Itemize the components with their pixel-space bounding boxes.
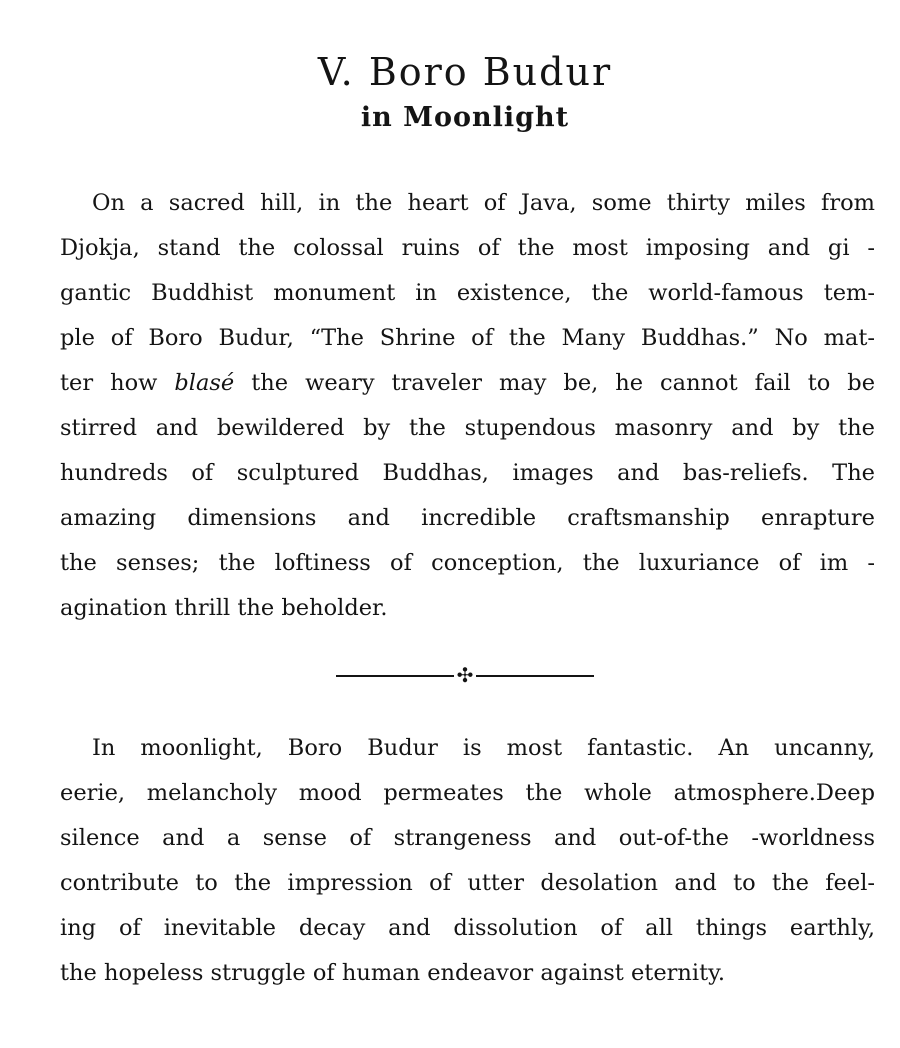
paragraph-line: agination thrill the beholder. <box>60 595 388 621</box>
italic-word-blase: blasé <box>174 370 235 396</box>
paragraph-line <box>60 361 875 406</box>
chapter-title: V. Boro Budur <box>317 50 613 94</box>
paragraph-line: On a sacred hill, in the heart of Java, some thirty miles from <box>92 190 875 216</box>
divider-ornament-icon: ✣ <box>456 663 474 687</box>
chapter-subtitle: in Moonlight <box>360 102 570 133</box>
paragraph-line: the senses; the loftiness of conception, the luxuriance of im - <box>60 550 875 576</box>
paragraph-line: the hopeless struggle of human endeavor against eternity. <box>60 960 726 986</box>
paragraph-line: Djokja, stand the colossal ruins of the most imposing and gi - <box>60 235 875 261</box>
paragraph-line: ing of inevitable decay and dissolution of all things earthly, <box>60 915 875 941</box>
line-rest: the weary traveler may be, he cannot fail to be <box>251 370 876 396</box>
paragraph-line: contribute to the impression of utter desolation and to the feel- <box>60 870 875 896</box>
paragraph-1 <box>60 181 875 631</box>
paragraph-line: stirred and bewildered by the stupendous masonry and by the <box>60 415 875 441</box>
paragraph-line: In moonlight, Boro Budur is most fantastic. An uncanny, <box>92 735 875 761</box>
paragraph-line: gantic Buddhist monument in existence, the world-famous tem- <box>60 280 875 306</box>
paragraph-line: eerie, melancholy mood permeates the whole atmosphere.Deep <box>60 780 875 806</box>
paragraph-line: silence and a sense of strangeness and out-of-the -worldness <box>60 825 875 851</box>
line-prefix: ter how <box>60 370 175 396</box>
divider-rule-right <box>476 675 594 677</box>
paragraph-line: hundreds of sculptured Buddhas, images and bas-reliefs. The <box>60 460 875 486</box>
paragraph-2 <box>60 726 875 996</box>
section-divider <box>336 663 594 687</box>
divider-rule-left <box>336 675 454 677</box>
paragraph-line: ple of Boro Budur, “The Shrine of the Many Buddhas.” No mat- <box>60 325 875 351</box>
paragraph-line: amazing dimensions and incredible craftsmanship enrapture <box>60 505 875 531</box>
